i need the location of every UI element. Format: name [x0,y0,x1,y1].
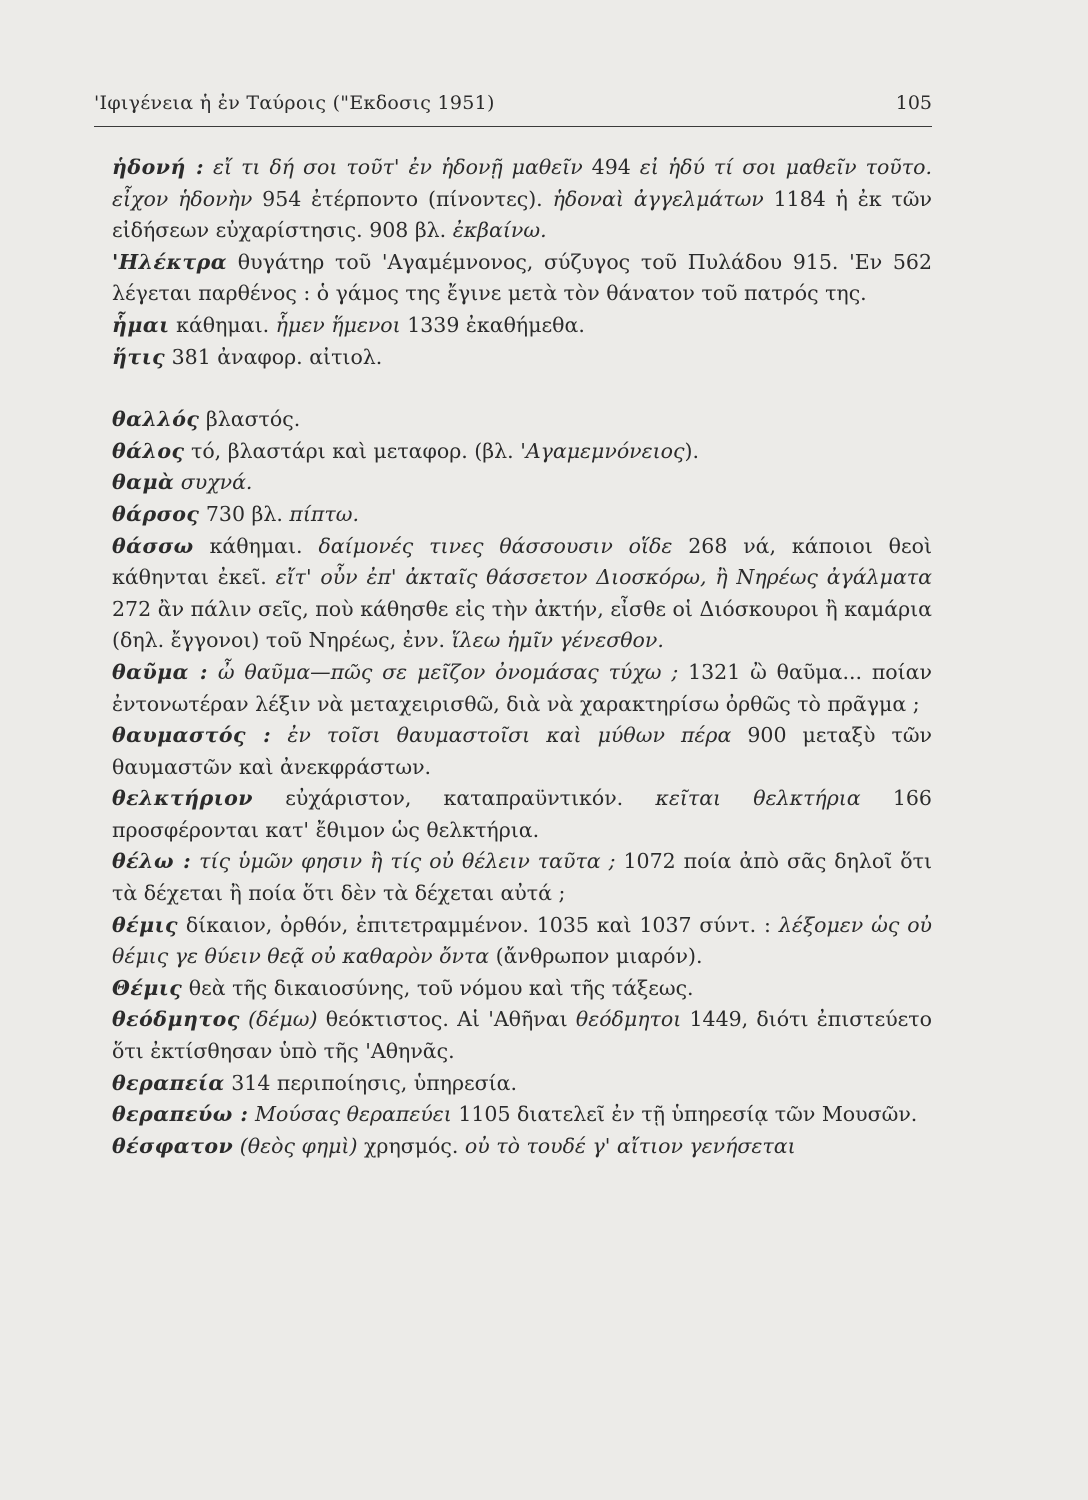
entry-headword: θαλλός [112,407,200,432]
entry-headword: 'Ηλέκτρα [112,249,228,274]
entry-headword: θαῦμα : [112,659,208,684]
lexicon-entry: θάσσω κάθημαι. δαίμονές τινες θάσσουσιν οἵδε 268 νά, κάποιοι θεοὶ κάθηνται ἐκεῖ. εἴτ' οὖν ἐπ' ἀκταῖς θάσσετον Διοσκόρω, ἢ Νηρέως ἀγάλματα 272 ἂν πάλιν σεῖς, ποὺ κάθησθε εἰς τὴν ἀκτήν, εἶσθε οἱ Διόσκουροι ἢ καμάρια (δηλ. ἔγγονοι) τοῦ Νηρέως, ἐνν. ἵλεω ἡμῖν γένεσθον. [112,533,932,653]
lexicon-entry: ἡδονή : εἴ τι δή σοι τοῦτ' ἐν ἡδονῇ μαθεῖν 494 εἰ ἡδύ τί σοι μαθεῖν τοῦτο. εἶχον ἡδονὴν 954 ἐτέρποντο (πίνοντες). ἡδοναὶ ἀγγελμάτων 1184 ἡ ἐκ τῶν εἰδήσεων εὐχαρίστησις. 908 βλ. ἐκβαίνω. [112,155,932,243]
lexicon-entry: ἥτις 381 ἀναφορ. αἰτιολ. [112,344,383,369]
lexicon-entry: Θέμις θεὰ τῆς δικαιοσύνης, τοῦ νόμου καὶ τῆς τάξεως. [112,975,694,1000]
lexicon-entry: θεραπεύω : Μούσας θεραπεύει 1105 διατελεῖ ἐν τῇ ὑπηρεσίᾳ τῶν Μουσῶν. [112,1102,918,1127]
lexicon-entries [112,152,932,1162]
entry-headword: θεραπεία [112,1070,225,1095]
lexicon-entry: θαυμαστός : ἐν τοῖσι θαυμαστοῖσι καὶ μύθων πέρα 900 μεταξὺ τῶν θαυμαστῶν καὶ ἀνεκφράστων. [112,723,932,779]
lexicon-entry: θελκτήριον εὐχάριστον, καταπραϋντικόν. κεῖται θελκτήρια 166 προσφέρονται κατ' ἔθιμον ὡς θελκτήρια. [112,786,932,842]
entry-headword: ἧμαι [112,312,170,337]
running-title: 'Ιφιγένεια ἡ ἐν Ταύροις ("Εκδοσις 1951) [94,92,495,114]
entry-headword: θέμις [112,912,179,937]
entry-headword: ἡδονή : [112,155,205,179]
entry-headword: θαυμαστός : [112,723,272,748]
lexicon-entry: θέμις δίκαιον, ὀρθόν, ἐπιτετραμμένον. 1035 καὶ 1037 σύντ. : λέξομεν ὡς οὐ θέμις γε θύειν θεᾷ οὐ καθαρὸν ὄντα (ἄνθρωπον μιαρόν). [112,912,933,969]
entry-headword: θέλω : [112,849,192,874]
lexicon-entry: θεόδμητος (δέμω) θεόκτιστος. Αἱ 'Αθῆναι θεόδμητοι 1449, διότι ἐπιστεύετο ὅτι ἐκτίσθησαν ὑπὸ τῆς 'Αθηνᾶς. [112,1007,932,1064]
lexicon-entry: θαλλός βλαστός. [112,407,301,432]
lexicon-entry: θαμὰ συχνά. [112,470,253,495]
entry-headword: θαμὰ [112,470,175,495]
running-header [94,92,932,127]
lexicon-entry: θέλω : τίς ὑμῶν φησιν ἢ τίς οὐ θέλειν ταῦτα ; 1072 ποία ἀπὸ σᾶς δηλοῖ ὅτι τὰ δέχεται ἢ ποία ὅτι δὲν τὰ δέχεται αὐτά ; [112,849,932,906]
entry-headword: θάρσος [112,501,200,526]
entry-headword: θεραπεύω : [112,1102,249,1127]
lexicon-entry: θάρσος 730 βλ. πίπτω. [112,501,359,526]
page-number: 105 [895,92,932,114]
entry-headword: θέσφατον [112,1133,234,1158]
lexicon-entry: θέσφατον (θεὸς φημὶ) χρησμός. οὐ τὸ τουδέ γ' αἴτιον γενήσεται [112,1133,796,1158]
entry-headword: θάλος [112,438,185,463]
lexicon-entry: ἧμαι κάθημαι. ἧμεν ἥμενοι 1339 ἐκαθήμεθα. [112,312,585,337]
lexicon-entry: θάλος τό, βλαστάρι καὶ μεταφορ. (βλ. 'Αγαμεμνόνειος). [112,438,700,463]
lexicon-entry: 'Ηλέκτρα θυγάτηρ τοῦ 'Αγαμέμνονος, σύζυγος τοῦ Πυλάδου 915. 'Εν 562 λέγεται παρθένος : ὁ γάμος της ἔγινε μετὰ τὸν θάνατον τοῦ πατρός της. [112,249,932,306]
entry-headword: θάσσω [112,533,194,558]
lexicon-entry: θεραπεία 314 περιποίησις, ὑπηρεσία. [112,1070,518,1095]
entry-headword: ἥτις [112,344,166,369]
lexicon-entry: θαῦμα : ὦ θαῦμα—πῶς σε μεῖζον ὀνομάσας τύχω ; 1321 ὢ θαῦμα... ποίαν ἐντονωτέραν λέξιν νὰ μεταχειρισθῶ, διὰ νὰ χαρακτηρίσω ὀρθῶς τὸ πρᾶγμα ; [112,659,932,716]
entry-headword: θεόδμητος [112,1007,240,1032]
entry-headword: θελκτήριον [112,786,254,811]
entry-headword: Θέμις [112,975,183,1000]
